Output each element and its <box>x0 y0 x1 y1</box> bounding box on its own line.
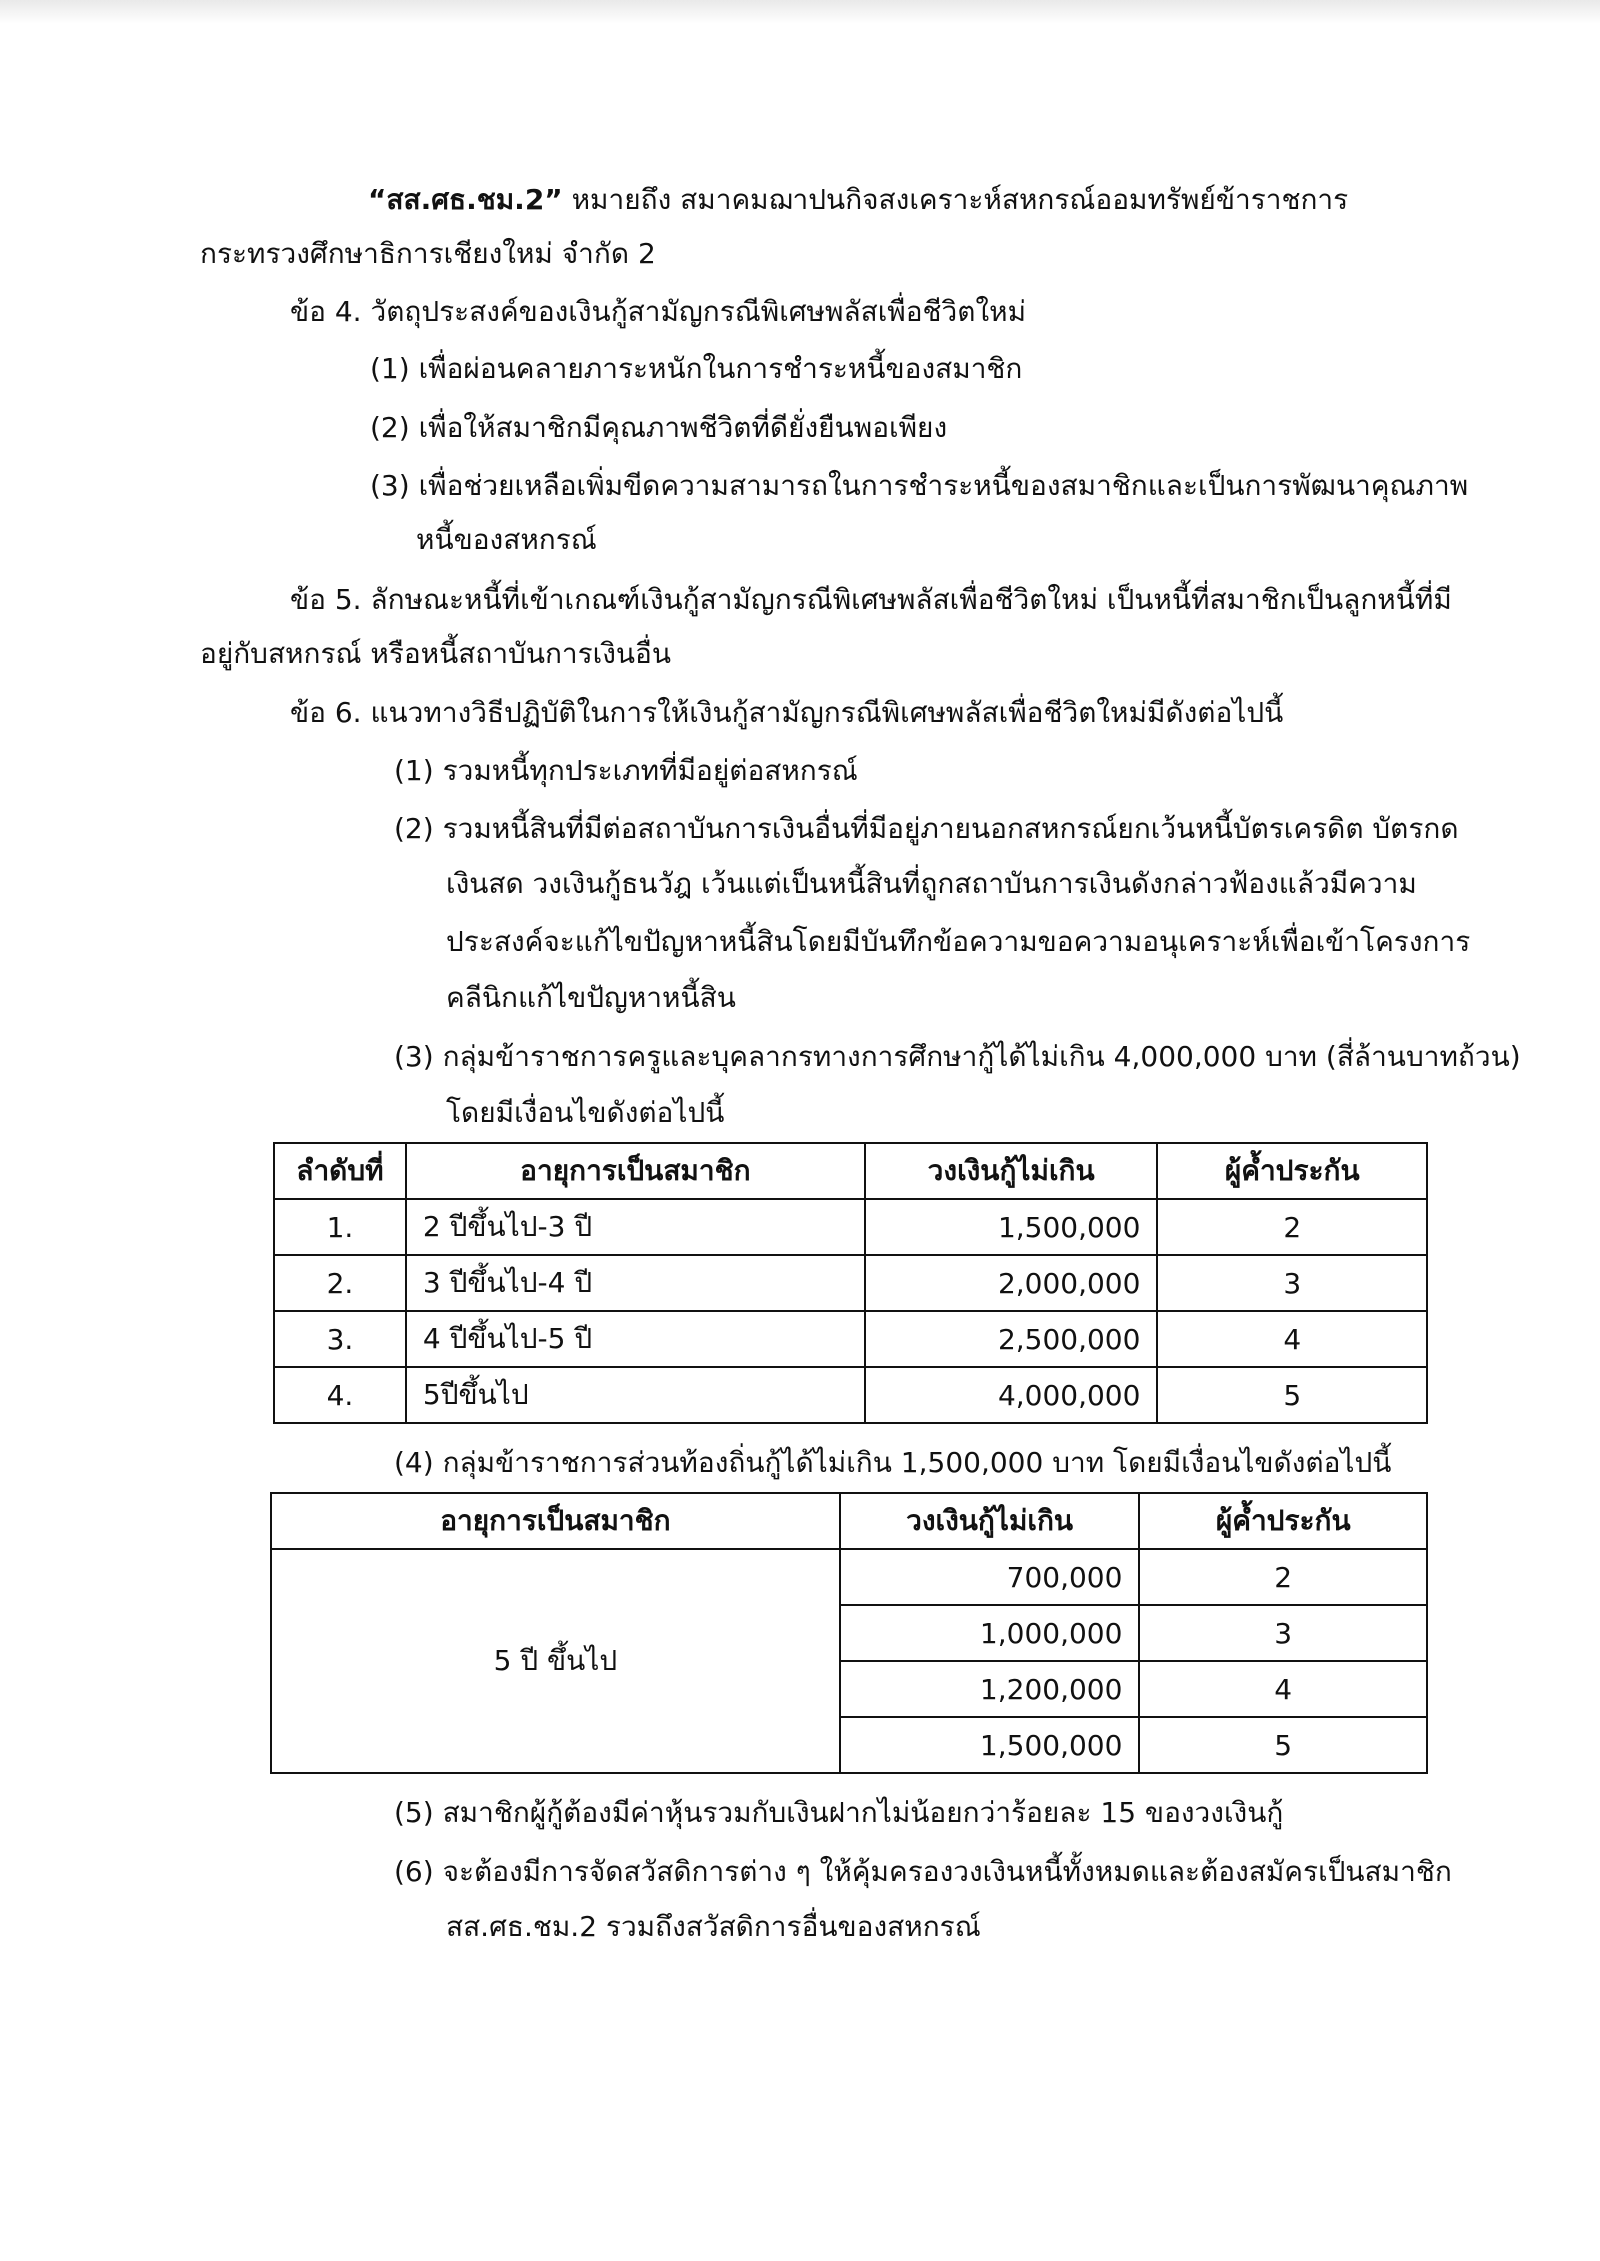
cell-guarantors: 4 <box>1157 1311 1427 1367</box>
clause-6-item-5: (5) สมาชิกผู้กู้ต้องมีค่าหุ้นรวมกับเงินฝากไม่น้อยกว่าร้อยละ 15 ของวงเงินกู้ <box>394 1796 1284 1829</box>
clause-6-heading: ข้อ 6. แนวทางวิธีปฏิบัติในการให้เงินกู้สามัญกรณีพิเศษพลัสเพื่อชีวิตใหม่มีดังต่อไปนี้ <box>290 696 1284 729</box>
cell-loan-limit: 1,000,000 <box>840 1605 1140 1661</box>
clause-6-item-3-line-2: โดยมีเงื่อนไขดังต่อไปนี้ <box>446 1096 725 1129</box>
definition-line-2: กระทรวงศึกษาธิการเชียงใหม่ จำกัด 2 <box>200 237 656 270</box>
clause-6-item-6-line-2: สส.ศธ.ชม.2 รวมถึงสวัสดิการอื่นของสหกรณ์ <box>446 1910 981 1943</box>
header-order: ลำดับที่ <box>274 1143 406 1199</box>
cell-guarantors: 5 <box>1157 1367 1427 1423</box>
clause-5-line-1: ข้อ 5. ลักษณะหนี้ที่เข้าเกณฑ์เงินกู้สามัญกรณีพิเศษพลัสเพื่อชีวิตใหม่ เป็นหนี้ที่สมาชิกเป็นลูกหนี้ที่มี <box>290 583 1452 616</box>
cell-loan-limit: 2,500,000 <box>865 1311 1158 1367</box>
clause-6-item-2-line-4: คลีนิกแก้ไขปัญหาหนี้สิน <box>446 981 736 1014</box>
table-row <box>274 1255 1427 1311</box>
cell-guarantors: 2 <box>1157 1199 1427 1255</box>
clause-4-item-3: (3) เพื่อช่วยเหลือเพิ่มขีดความสามารถในการชำระหนี้ของสมาชิกและเป็นการพัฒนาคุณภาพ <box>370 469 1469 502</box>
cell-membership-age: 5ปีขึ้นไป <box>406 1367 865 1423</box>
cell-membership-age: 2 ปีขึ้นไป-3 ปี <box>406 1199 865 1255</box>
cell-membership-age: 5 ปี ขึ้นไป <box>271 1549 840 1773</box>
clause-5-line-2: อยู่กับสหกรณ์ หรือหนี้สถาบันการเงินอื่น <box>200 637 672 670</box>
cell-loan-limit: 4,000,000 <box>865 1367 1158 1423</box>
scan-edge <box>0 0 1600 24</box>
cell-order: 2. <box>274 1255 406 1311</box>
header-membership-age: อายุการเป็นสมาชิก <box>271 1493 840 1549</box>
clause-6-item-2-line-1: (2) รวมหนี้สินที่มีต่อสถาบันการเงินอื่นที่มีอยู่ภายนอกสหกรณ์ยกเว้นหนี้บัตรเครดิต บัตรกด <box>394 812 1459 845</box>
clause-4-item-1: (1) เพื่อผ่อนคลายภาระหนักในการชำระหนี้ของสมาชิก <box>370 352 1023 385</box>
cell-guarantors: 2 <box>1139 1549 1427 1605</box>
clause-4-item-2: (2) เพื่อให้สมาชิกมีคุณภาพชีวิตที่ดียั่งยืนพอเพียง <box>370 411 948 444</box>
cell-loan-limit: 700,000 <box>840 1549 1140 1605</box>
table-row <box>274 1199 1427 1255</box>
header-guarantors: ผู้ค้ำประกัน <box>1139 1493 1427 1549</box>
header-loan-limit: วงเงินกู้ไม่เกิน <box>840 1493 1140 1549</box>
table-row <box>274 1311 1427 1367</box>
cell-guarantors: 5 <box>1139 1717 1427 1773</box>
definition-line-1 <box>368 180 1348 220</box>
clause-6-item-3-line-1: (3) กลุ่มข้าราชการครูและบุคลากรทางการศึกษากู้ได้ไม่เกิน 4,000,000 บาท (สี่ล้านบาทถ้วน) <box>394 1040 1521 1073</box>
cell-loan-limit: 1,200,000 <box>840 1661 1140 1717</box>
cell-membership-age: 4 ปีขึ้นไป-5 ปี <box>406 1311 865 1367</box>
header-membership-age: อายุการเป็นสมาชิก <box>406 1143 865 1199</box>
clause-6-item-2-line-2: เงินสด วงเงินกู้ธนวัฎ เว้นแต่เป็นหนี้สินที่ถูกสถาบันการเงินดังกล่าวฟ้องแล้วมีความ <box>446 867 1417 900</box>
table-teacher-loan <box>273 1142 1428 1424</box>
table-header-row <box>271 1493 1427 1549</box>
clause-6-item-2-line-3: ประสงค์จะแก้ไขปัญหาหนี้สินโดยมีบันทึกข้อความขอความอนุเคราะห์เพื่อเข้าโครงการ <box>446 925 1471 958</box>
cell-loan-limit: 1,500,000 <box>840 1717 1140 1773</box>
clause-6-item-4: (4) กลุ่มข้าราชการส่วนท้องถิ่นกู้ได้ไม่เกิน 1,500,000 บาท โดยมีเงื่อนไขดังต่อไปนี้ <box>394 1446 1392 1479</box>
cell-order: 3. <box>274 1311 406 1367</box>
cell-loan-limit: 2,000,000 <box>865 1255 1158 1311</box>
cell-membership-age: 3 ปีขึ้นไป-4 ปี <box>406 1255 865 1311</box>
table-header-row <box>274 1143 1427 1199</box>
definition-text: หมายถึง สมาคมฌาปนกิจสงเคราะห์สหกรณ์ออมทรัพย์ข้าราชการ <box>562 183 1349 216</box>
clause-4-item-3-cont: หนี้ของสหกรณ์ <box>416 523 597 556</box>
cell-order: 4. <box>274 1367 406 1423</box>
cell-guarantors: 3 <box>1139 1605 1427 1661</box>
clause-6-item-1: (1) รวมหนี้ทุกประเภทที่มีอยู่ต่อสหกรณ์ <box>394 754 858 787</box>
header-guarantors: ผู้ค้ำประกัน <box>1157 1143 1427 1199</box>
definition-term: “สส.ศธ.ชม.2” <box>368 183 563 216</box>
cell-loan-limit: 1,500,000 <box>865 1199 1158 1255</box>
table-row <box>274 1367 1427 1423</box>
table-local-official-loan <box>270 1492 1428 1774</box>
header-loan-limit: วงเงินกู้ไม่เกิน <box>865 1143 1158 1199</box>
clause-6-item-6-line-1: (6) จะต้องมีการจัดสวัสดิการต่าง ๆ ให้คุ้มครองวงเงินหนี้ทั้งหมดและต้องสมัครเป็นสมาชิก <box>394 1855 1452 1888</box>
cell-guarantors: 3 <box>1157 1255 1427 1311</box>
cell-guarantors: 4 <box>1139 1661 1427 1717</box>
clause-4-heading: ข้อ 4. วัตถุประสงค์ของเงินกู้สามัญกรณีพิเศษพลัสเพื่อชีวิตใหม่ <box>290 295 1027 328</box>
cell-order: 1. <box>274 1199 406 1255</box>
table-row <box>271 1549 1427 1605</box>
